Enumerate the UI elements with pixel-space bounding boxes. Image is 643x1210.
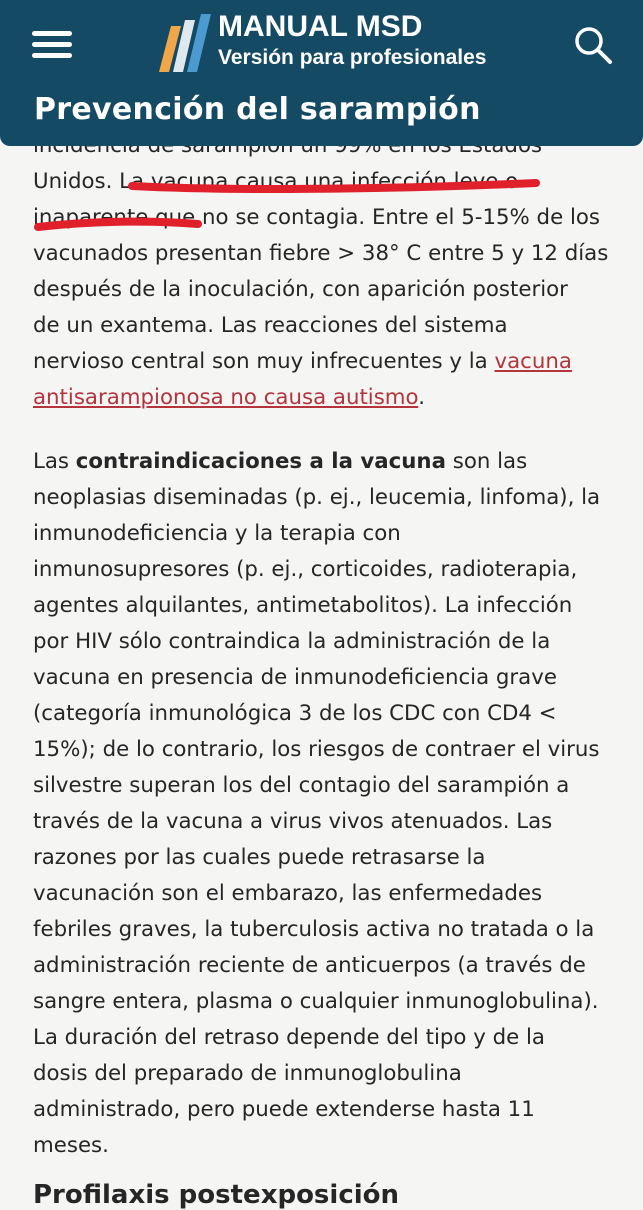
text-line: inmunosupresores (p. ej., corticoides, radioterapia, — [33, 557, 578, 582]
text-line: Unidos. La vacuna causa una infección leve o — [33, 169, 519, 194]
paragraph-vaccine-effects — [33, 128, 623, 416]
text-line: inmunodeficiencia y la terapia con — [33, 521, 401, 546]
text-line — [33, 380, 623, 416]
text-line: de un exantema. Las reacciones del sistema — [33, 313, 508, 338]
app-header — [0, 0, 643, 146]
text-line: meses. — [33, 1133, 109, 1158]
search-icon[interactable] — [570, 22, 616, 68]
text-line: administración reciente de anticuerpos (a través de — [33, 953, 586, 978]
text-span: Las — [33, 449, 76, 474]
text-line — [33, 444, 623, 480]
paragraph-contraindications — [33, 444, 623, 1164]
text-line: silvestre superan los del contagio del sarampión a — [33, 773, 570, 798]
autism-vaccine-link-cont[interactable]: antisarampionosa no causa autismo — [33, 385, 419, 410]
text-line: agentes alquilantes, antimetabolitos). La infección — [33, 593, 573, 618]
text-line: través de la vacuna a virus vivos atenuados. Las — [33, 809, 553, 834]
brand-name[interactable]: MANUAL MSD — [218, 10, 423, 43]
page-title: Prevención del sarampión — [34, 92, 481, 127]
text-line: vacunados presentan fiebre > 38° C entre 5 y 12 días — [33, 241, 609, 266]
text-span: . — [418, 385, 425, 410]
text-line: dosis del preparado de inmunoglobulina — [33, 1061, 462, 1086]
text-line: neoplasias diseminadas (p. ej., leucemia, linfoma), la — [33, 485, 601, 510]
text-line: después de la inoculación, con aparición posterior — [33, 277, 568, 302]
text-line: La duración del retraso depende del tipo y de la — [33, 1025, 545, 1050]
text-line: inaparente que no se contagia. Entre el 5-15% de los — [33, 205, 600, 230]
text-line: vacunación son el embarazo, las enfermedades — [33, 881, 543, 906]
section-heading-partial: Profilaxis postexposición — [33, 1180, 400, 1210]
text-line — [33, 344, 623, 380]
text-span: son las — [445, 449, 528, 474]
text-line: por HIV sólo contraindica la administración de la — [33, 629, 551, 654]
text-line: febriles graves, la tuberculosis activa no tratada o la — [33, 917, 595, 942]
article-body — [33, 128, 623, 1164]
autism-vaccine-link[interactable]: vacuna — [494, 349, 572, 374]
text-line: razones por las cuales puede retrasarse la — [33, 845, 486, 870]
msd-logo-icon — [157, 12, 213, 76]
brand-subtitle: Versión para profesionales — [218, 46, 487, 69]
text-span: nervioso central son muy infrecuentes y la — [33, 349, 495, 374]
text-line: 15%); de lo contrario, los riesgos de contraer el virus — [33, 737, 600, 762]
text-line: vacuna en presencia de inmunodeficiencia grave — [33, 665, 557, 690]
text-line: administrado, pero puede extenderse hasta 11 — [33, 1097, 535, 1122]
bold-term: contraindicaciones a la vacuna — [75, 449, 446, 474]
hamburger-menu-icon[interactable] — [24, 20, 80, 68]
text-line: sangre entera, plasma o cualquier inmunoglobulina). — [33, 989, 599, 1014]
text-line: (categoría inmunológica 3 de los CDC con CD4 < — [33, 701, 557, 726]
